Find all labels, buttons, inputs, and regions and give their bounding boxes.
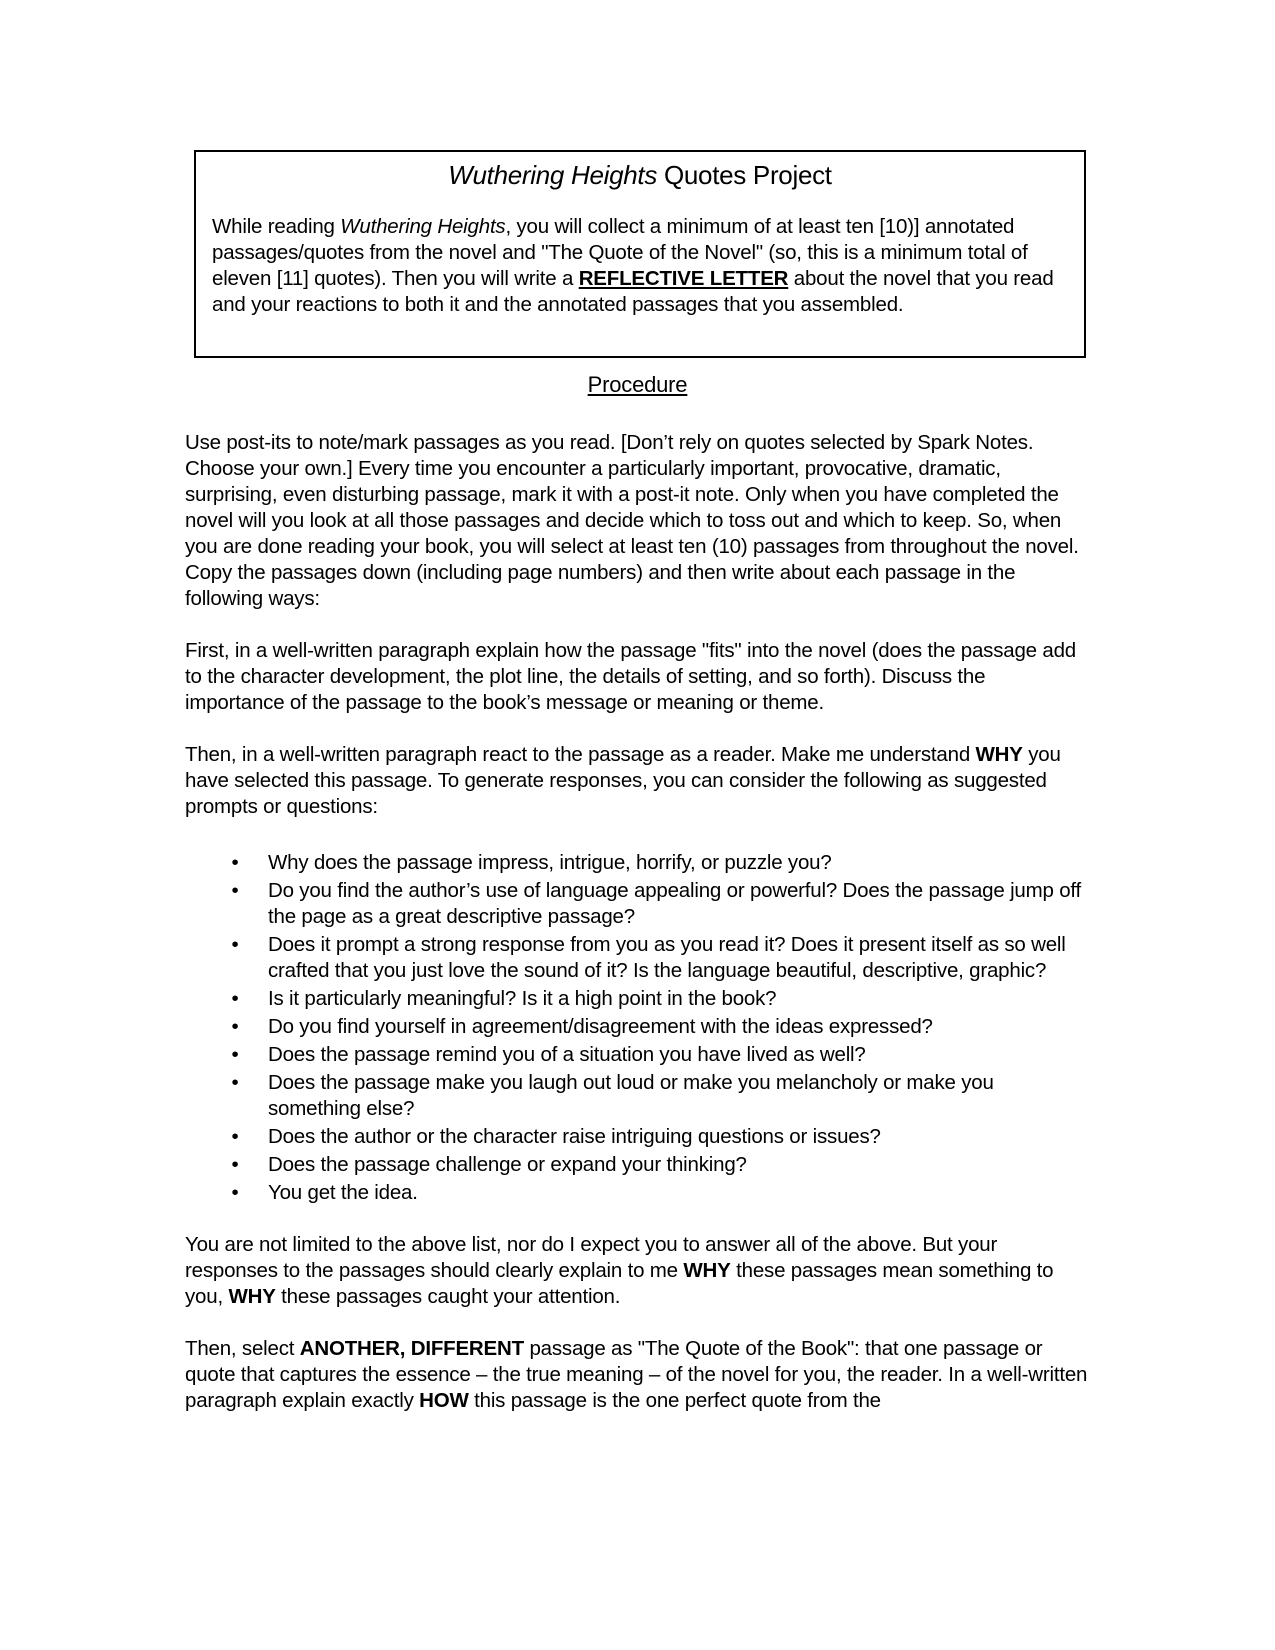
intro-novel-name: Wuthering Heights — [340, 215, 506, 238]
intro-box — [194, 150, 1086, 358]
paragraph4-text-3: these passages caught your attention. — [275, 1285, 621, 1308]
title-novel-name: Wuthering Heights — [448, 160, 658, 190]
reflective-letter-emphasis: REFLECTIVE LETTER — [578, 267, 789, 290]
prompt-text: Does it prompt a strong response from you as you read it? Does it present itself as so well crafted that you just love the sound of it? Is the language beautiful, descriptive, graphic? — [268, 933, 1066, 982]
prompt-item — [185, 1042, 1090, 1068]
intro-text-3: about the novel that you read and your reactions to both it and the annotated passages that you assembled. — [212, 267, 1054, 316]
why-emphasis: WHY — [975, 743, 1023, 766]
bullet-icon: • — [231, 1015, 239, 1038]
prompt-item — [185, 878, 1090, 930]
prompt-text: Do you find the author’s use of language appealing or powerful? Does the passage jump off the page as a great descriptive passage? — [268, 879, 1082, 928]
paragraph4-text-2: these passages mean something to you, — [185, 1259, 1054, 1308]
prompt-item — [185, 986, 1090, 1012]
bullet-icon: • — [231, 1181, 239, 1204]
prompt-text: Does the passage make you laugh out loud or make you melancholy or make you something else? — [268, 1071, 994, 1120]
paragraph5-text-3: this passage is the one perfect quote from the — [468, 1389, 881, 1412]
prompt-list — [185, 850, 1090, 1206]
prompt-item — [185, 1180, 1090, 1206]
prompt-text: Why does the passage impress, intrigue, horrify, or puzzle you? — [268, 851, 832, 874]
bullet-icon: • — [231, 879, 239, 902]
why-emphasis: WHY — [683, 1259, 731, 1282]
bullet-icon: • — [231, 1043, 239, 1066]
procedure-paragraph-2: First, in a well-written paragraph explain how the passage "fits" into the novel (does the passage add to the character development, the plot line, the details of setting, and so forth). Discuss the importance of the passage to the book’s message or meaning or theme. — [185, 639, 1076, 714]
paragraph5-text-1: Then, select — [185, 1337, 300, 1360]
title-suffix: Quotes Project — [657, 160, 832, 190]
bullet-icon: • — [231, 987, 239, 1010]
prompt-item — [185, 1124, 1090, 1150]
procedure-heading: Procedure — [587, 372, 688, 397]
paragraph5-text-2: passage as "The Quote of the Book": that one passage or quote that captures the essence – the true meaning – of the novel for you, the reader. In a well-written paragraph explain exactly — [185, 1337, 1088, 1412]
procedure-paragraph-5 — [185, 1336, 1090, 1414]
paragraph4-text-1: You are not limited to the above list, nor do I expect you to answer all of the above. But your responses to the passages should clearly explain to me — [185, 1233, 998, 1282]
bullet-icon: • — [231, 933, 239, 956]
another-different-emphasis: ANOTHER, DIFFERENT — [299, 1337, 524, 1360]
prompt-item — [185, 1014, 1090, 1040]
prompt-text: Do you find yourself in agreement/disagreement with the ideas expressed? — [268, 1015, 933, 1038]
document-title — [212, 158, 1068, 192]
intro-text-1: While reading — [212, 215, 341, 238]
prompt-text: Does the passage challenge or expand your thinking? — [268, 1153, 747, 1176]
document-body — [185, 370, 1090, 1440]
procedure-paragraph-3 — [185, 742, 1090, 820]
why-emphasis: WHY — [228, 1285, 276, 1308]
paragraph3-text-2: you have selected this passage. To generate responses, you can consider the following as suggested prompts or questions: — [185, 743, 1061, 818]
how-emphasis: HOW — [419, 1389, 469, 1412]
paragraph3-text-1: Then, in a well-written paragraph react to the passage as a reader. Make me understand — [185, 743, 976, 766]
prompt-item — [185, 1070, 1090, 1122]
prompt-text: Does the passage remind you of a situation you have lived as well? — [268, 1043, 866, 1066]
intro-paragraph — [212, 214, 1068, 318]
procedure-paragraph-4 — [185, 1232, 1090, 1310]
bullet-icon: • — [231, 851, 239, 874]
bullet-icon: • — [231, 1125, 239, 1148]
intro-text-2: , you will collect a minimum of at least ten [10)] annotated passages/quotes from the novel and "The Quote of the Novel" (so, this is a minimum total of eleven [11] quotes). Then you will write a — [212, 215, 1028, 290]
prompt-item — [185, 932, 1090, 984]
prompt-text: Is it particularly meaningful? Is it a high point in the book? — [268, 987, 777, 1010]
procedure-paragraph-1: Use post-its to note/mark passages as you read. [Don’t rely on quotes selected by Spark Notes. Choose your own.] Every time you encounter a particularly important, provocative, dramatic, surprising, even disturbing passage, mark it with a post-it note. Only when you have completed the novel will you look at all those passages and decide which to toss out and which to keep. So, when you are done reading your book, you will select at least ten (10) passages from throughout the novel. Copy the passages down (including page numbers) and then write about each passage in the following ways: — [185, 431, 1079, 610]
bullet-icon: • — [231, 1153, 239, 1176]
bullet-icon: • — [231, 1071, 239, 1094]
prompt-item — [185, 1152, 1090, 1178]
prompt-item — [185, 850, 1090, 876]
prompt-text: You get the idea. — [268, 1181, 418, 1204]
prompt-text: Does the author or the character raise intriguing questions or issues? — [268, 1125, 881, 1148]
